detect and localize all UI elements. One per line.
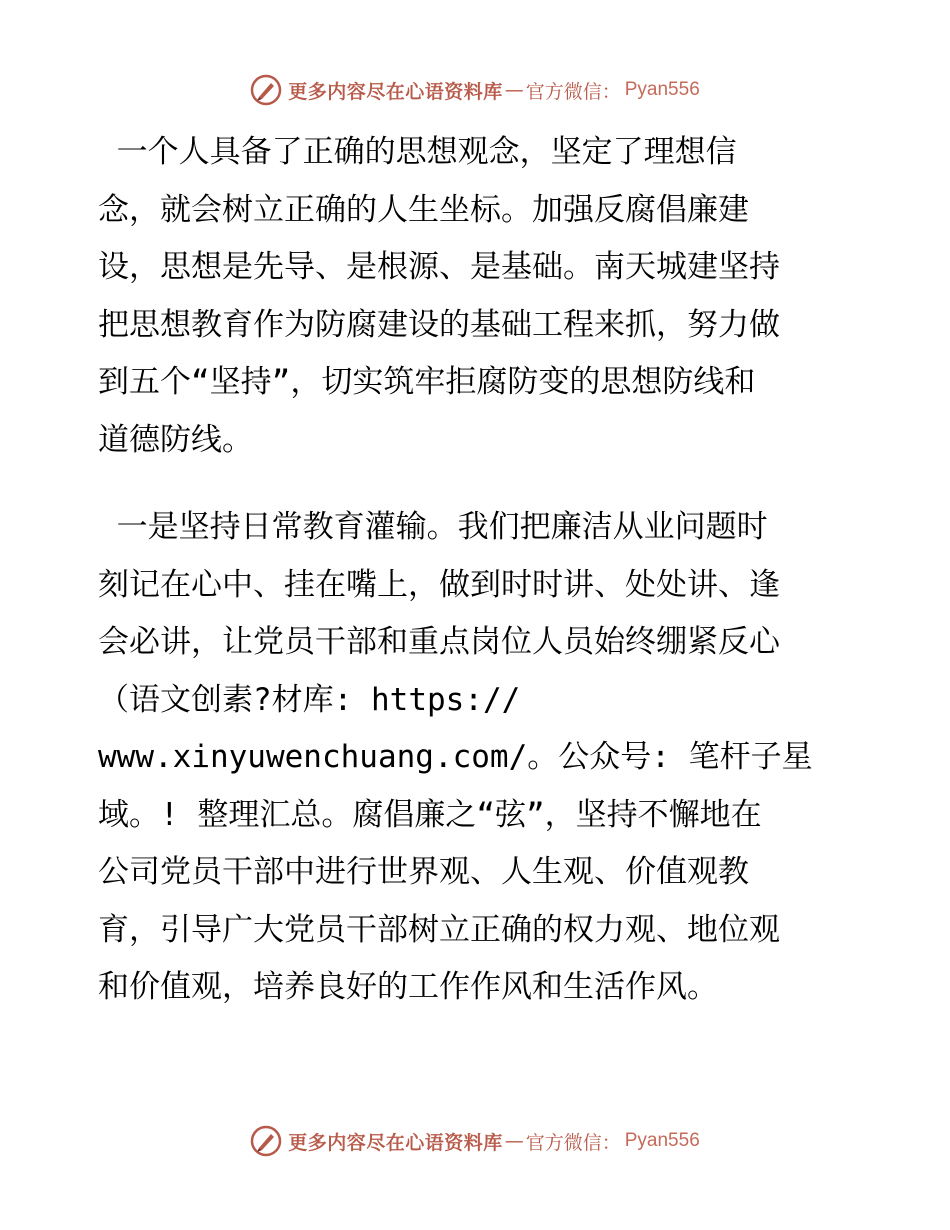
footer-watermark-banner	[0, 1121, 950, 1161]
pen-logo-icon	[250, 1125, 282, 1157]
header-banner-text: 更多内容尽在心语资料库	[288, 80, 503, 103]
pen-logo-icon	[250, 74, 282, 106]
paragraph-line: 刻记在心中、挂在嘴上，做到时时讲、处处讲、逢	[98, 566, 780, 603]
paragraph-line: 把思想教育作为防腐建设的基础工程来抓，努力做	[98, 306, 780, 343]
paragraph-1	[98, 124, 858, 469]
header-watermark-banner	[0, 70, 950, 110]
paragraph-line: （语文创素?材库: https://	[98, 681, 521, 718]
header-wechat-id: Pyan556	[624, 79, 700, 100]
paragraph-line: 育，引导广大党员干部树立正确的权力观、地位观	[98, 911, 780, 948]
paragraph-line: 和价值观，培养良好的工作作风和生活作风。	[98, 969, 718, 1005]
document-body	[98, 124, 858, 1017]
paragraph-line: www.xinyuwenchuang.com/。公众号: 笔杆子星	[98, 739, 813, 775]
paragraph-line: 道德防线。	[98, 421, 253, 458]
paragraph-line: 会必讲，让党员干部和重点岗位人员始终绷紧反心	[98, 624, 780, 660]
footer-separator: —	[504, 1130, 524, 1152]
paragraph-2	[98, 499, 858, 1017]
paragraph-line: 念，就会树立正确的人生坐标。加强反腐倡廉建	[98, 191, 749, 228]
footer-official-label: 官方微信：	[525, 1131, 621, 1154]
paragraph-line: 一个人具备了正确的思想观念，坚定了理想信	[98, 134, 737, 170]
paragraph-line: 到五个“坚持”，切实筑牢拒腐防变的思想防线和	[98, 364, 756, 400]
footer-banner-text: 更多内容尽在心语资料库	[288, 1131, 503, 1154]
header-official-label: 官方微信：	[525, 80, 621, 103]
footer-wechat-id: Pyan556	[624, 1130, 700, 1151]
header-separator: —	[504, 79, 524, 101]
paragraph-line: 设，思想是先导、是根源、是基础。南天城建坚持	[98, 249, 780, 285]
paragraph-line: 公司党员干部中进行世界观、人生观、价值观教	[98, 854, 749, 890]
paragraph-line: 一是坚持日常教育灌输。我们把廉洁从业问题时	[98, 509, 768, 545]
paragraph-line: 域。! 整理汇总。腐倡廉之“弦”，坚持不懈地在	[98, 796, 762, 833]
